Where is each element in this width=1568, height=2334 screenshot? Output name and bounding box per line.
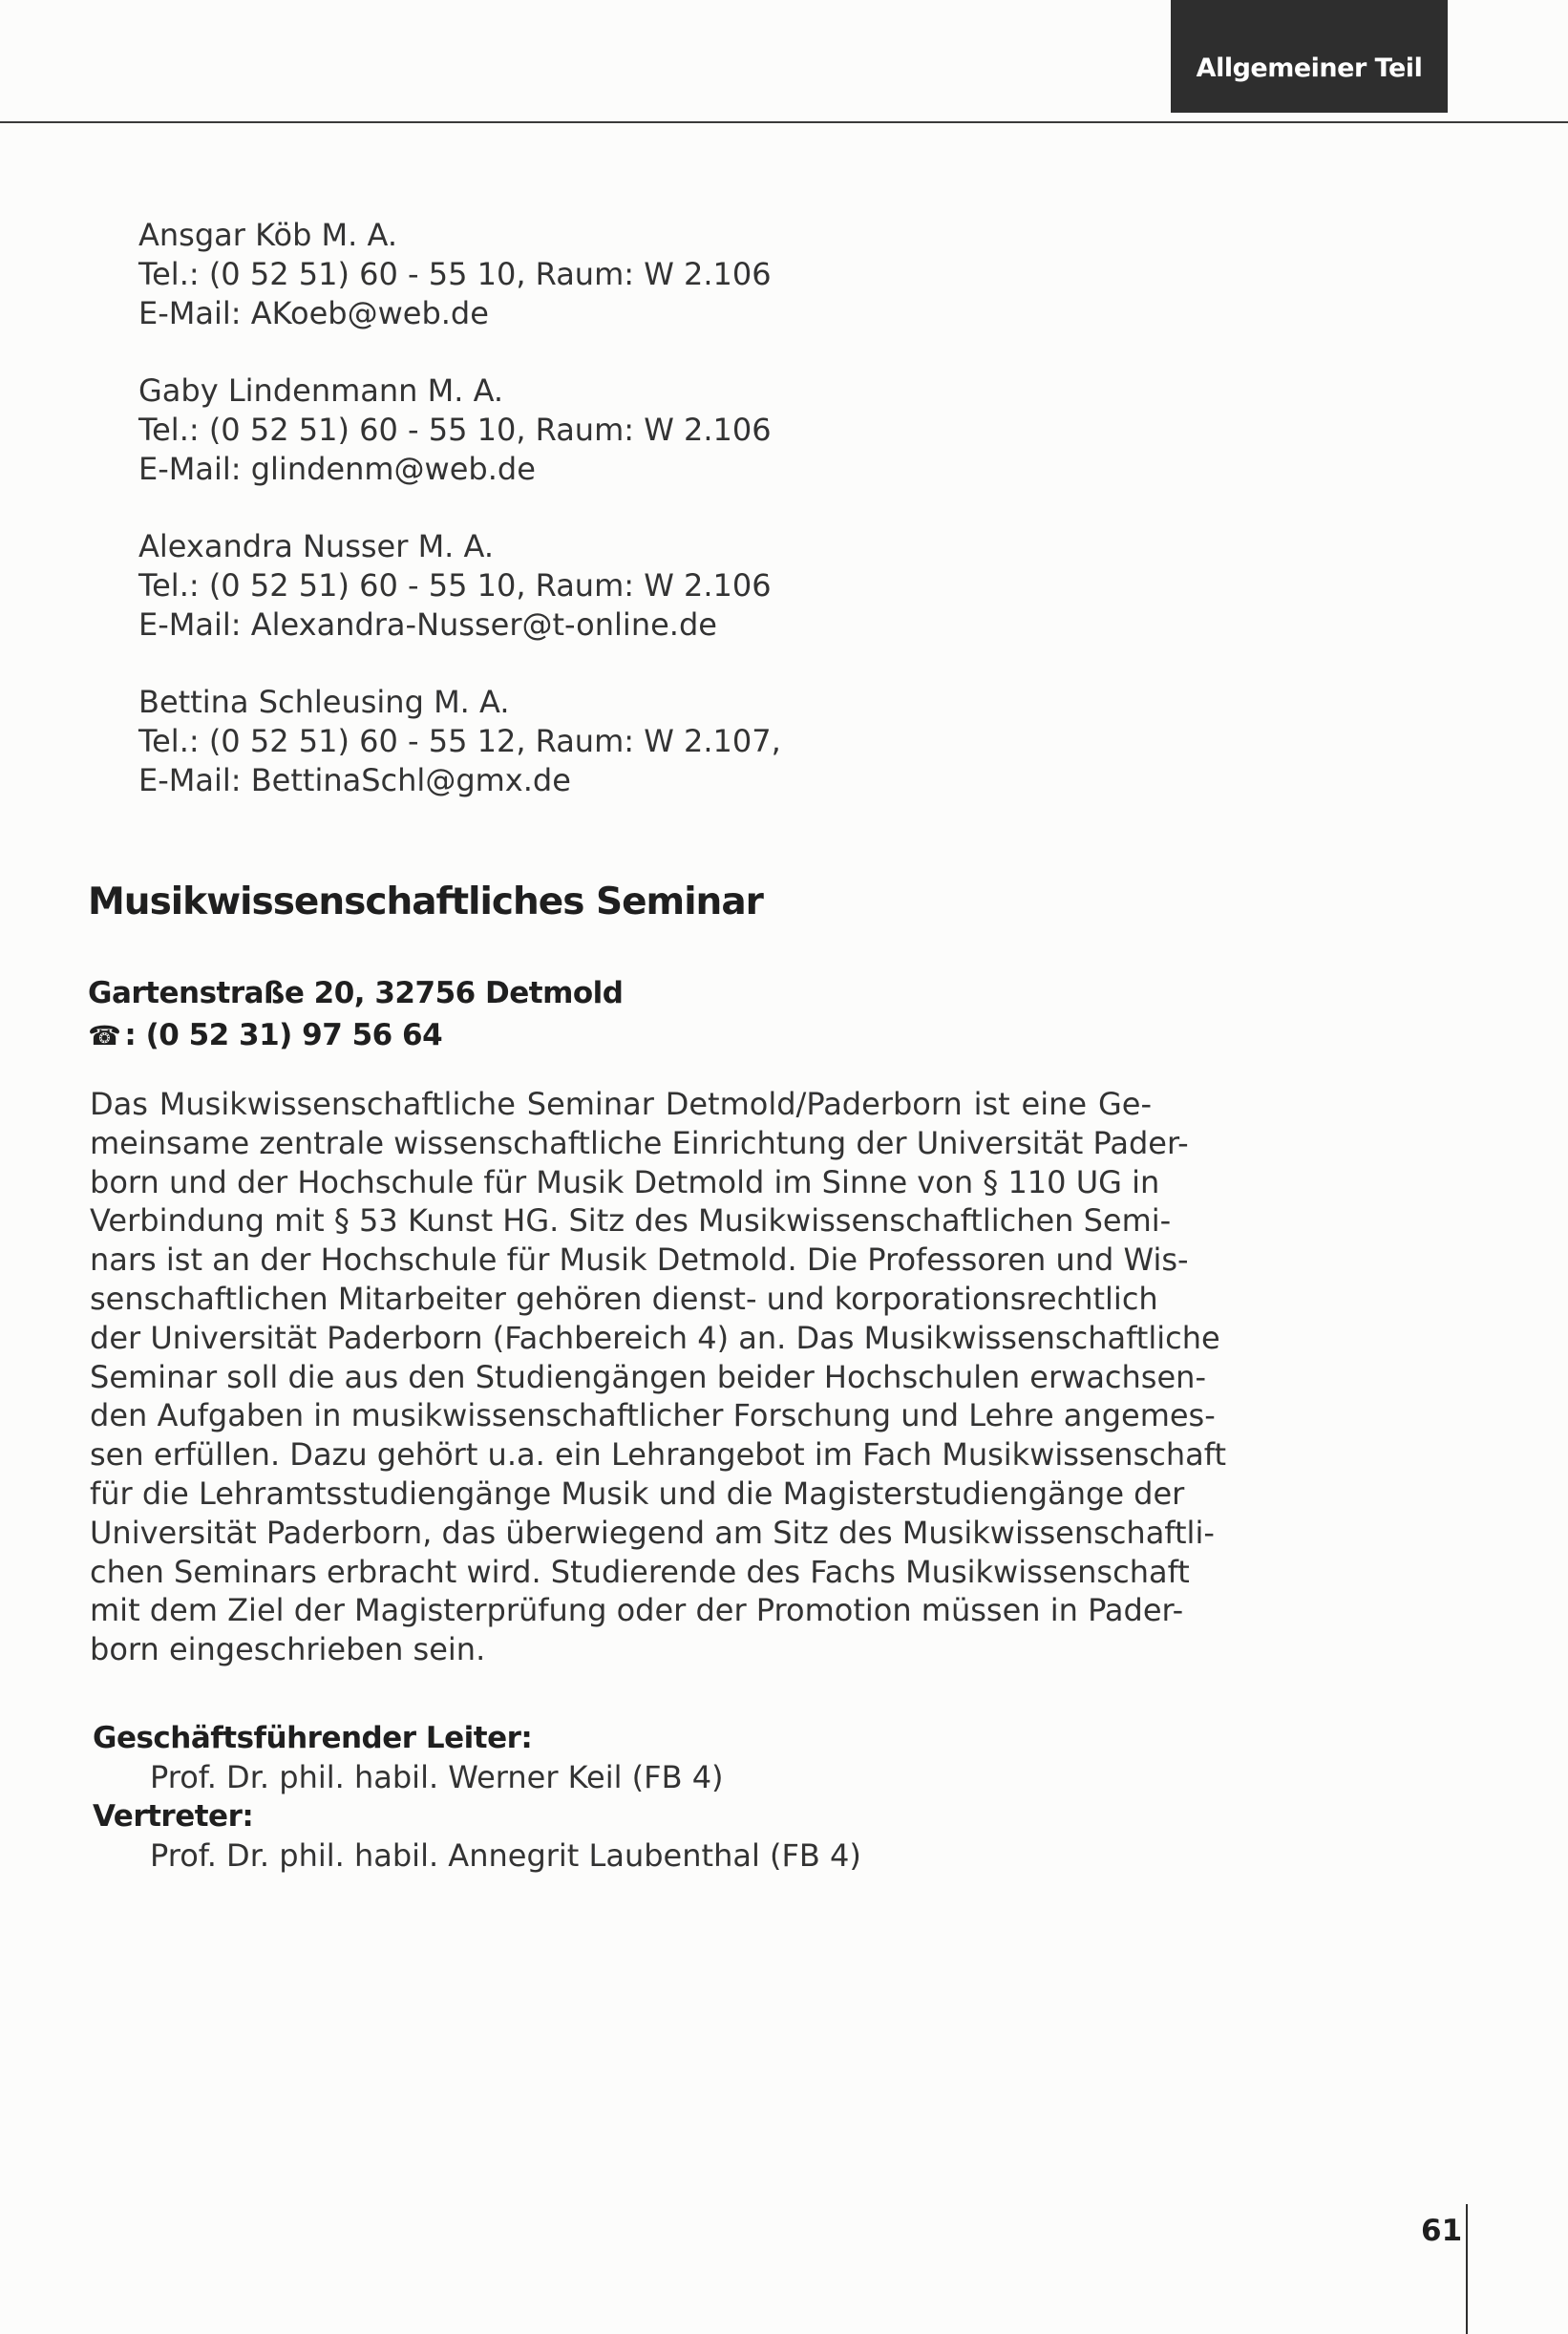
paragraph-line: meinsame zentrale wissenschaftliche Einrichtung der Universität Pader- (90, 1124, 1189, 1161)
contact-entry (138, 216, 998, 333)
page-number: 61 (1421, 2214, 1463, 2248)
paragraph-line: für die Lehramtsstudiengänge Musik und die Magisterstudiengänge der (90, 1475, 1185, 1512)
contact-entry (138, 683, 998, 800)
paragraph-line: born eingeschrieben sein. (90, 1631, 486, 1668)
seminar-description (90, 1085, 1226, 1669)
seminar-address-block (88, 972, 624, 1057)
leadership-block (93, 1719, 861, 1876)
contact-entry (138, 371, 998, 489)
contact-name: Alexandra Nusser M. A. (138, 528, 495, 564)
deputy-name: Prof. Dr. phil. habil. Annegrit Laubenthal (FB 4) (150, 1837, 861, 1874)
section-title: Musikwissenschaftliches Seminar (88, 881, 763, 923)
paragraph-line: born und der Hochschule für Musik Detmold im Sinne von § 110 UG in (90, 1163, 1160, 1200)
paragraph-line: den Aufgaben in musikwissenschaftlicher Forschung und Lehre angemes- (90, 1397, 1216, 1434)
contact-name: Ansgar Köb M. A. (138, 217, 397, 253)
paragraph-line: mit dem Ziel der Magisterprüfung oder der Promotion müssen in Pader- (90, 1592, 1184, 1629)
contact-email: E-Mail: AKoeb@web.de (138, 295, 489, 331)
paragraph-line: Das Musikwissenschaftliche Seminar Detmold/Paderborn ist eine Ge- (90, 1086, 1152, 1122)
header-divider (0, 121, 1568, 123)
seminar-phone: : (0 52 31) 97 56 64 (124, 1018, 443, 1052)
contact-email: E-Mail: BettinaSchl@gmx.de (138, 762, 571, 798)
director-name: Prof. Dr. phil. habil. Werner Keil (FB 4) (150, 1759, 724, 1795)
section-tab (1171, 0, 1448, 113)
contact-phone: Tel.: (0 52 51) 60 - 55 10, Raum: W 2.106 (138, 567, 772, 604)
seminar-address: Gartenstraße 20, 32756 Detmold (88, 976, 624, 1010)
paragraph-line: der Universität Paderborn (Fachbereich 4) an. Das Musikwissenschaftliche (90, 1319, 1220, 1356)
contact-phone: Tel.: (0 52 51) 60 - 55 12, Raum: W 2.107, (138, 723, 781, 759)
paragraph-line: Verbindung mit § 53 Kunst HG. Sitz des Musikwissenschaftlichen Semi- (90, 1202, 1172, 1240)
contact-name: Bettina Schleusing M. A. (138, 684, 510, 720)
contact-email: E-Mail: Alexandra-Nusser@t-online.de (138, 606, 717, 643)
telephone-icon: ☎ (88, 1020, 121, 1051)
page-number-divider (1466, 2204, 1468, 2334)
deputy-label: Vertreter: (93, 1799, 254, 1834)
contact-entry (138, 527, 998, 645)
paragraph-line: chen Seminars erbracht wird. Studierende des Fachs Musikwissenschaft (90, 1553, 1190, 1590)
paragraph-line: Universität Paderborn, das überwiegend am Sitz des Musikwissenschaftli- (90, 1514, 1215, 1551)
contact-phone: Tel.: (0 52 51) 60 - 55 10, Raum: W 2.106 (138, 412, 772, 448)
paragraph-line: sen erfüllen. Dazu gehört u.a. ein Lehrangebot im Fach Musikwissenschaft (90, 1436, 1226, 1474)
paragraph-line: senschaftlichen Mitarbeiter gehören dienst- und korporationsrechtlich (90, 1280, 1158, 1317)
director-label: Geschäftsführender Leiter: (93, 1721, 533, 1755)
section-label: Allgemeiner Teil (1196, 53, 1423, 83)
paragraph-line: Seminar soll die aus den Studiengängen beider Hochschulen erwachsen- (90, 1358, 1206, 1395)
seminar-phone-line (88, 1014, 624, 1057)
contact-email: E-Mail: glindenm@web.de (138, 451, 536, 487)
contact-name: Gaby Lindenmann M. A. (138, 372, 504, 409)
contact-list (138, 216, 998, 838)
contact-phone: Tel.: (0 52 51) 60 - 55 10, Raum: W 2.106 (138, 256, 772, 292)
paragraph-line: nars ist an der Hochschule für Musik Detmold. Die Professoren und Wis- (90, 1241, 1189, 1279)
